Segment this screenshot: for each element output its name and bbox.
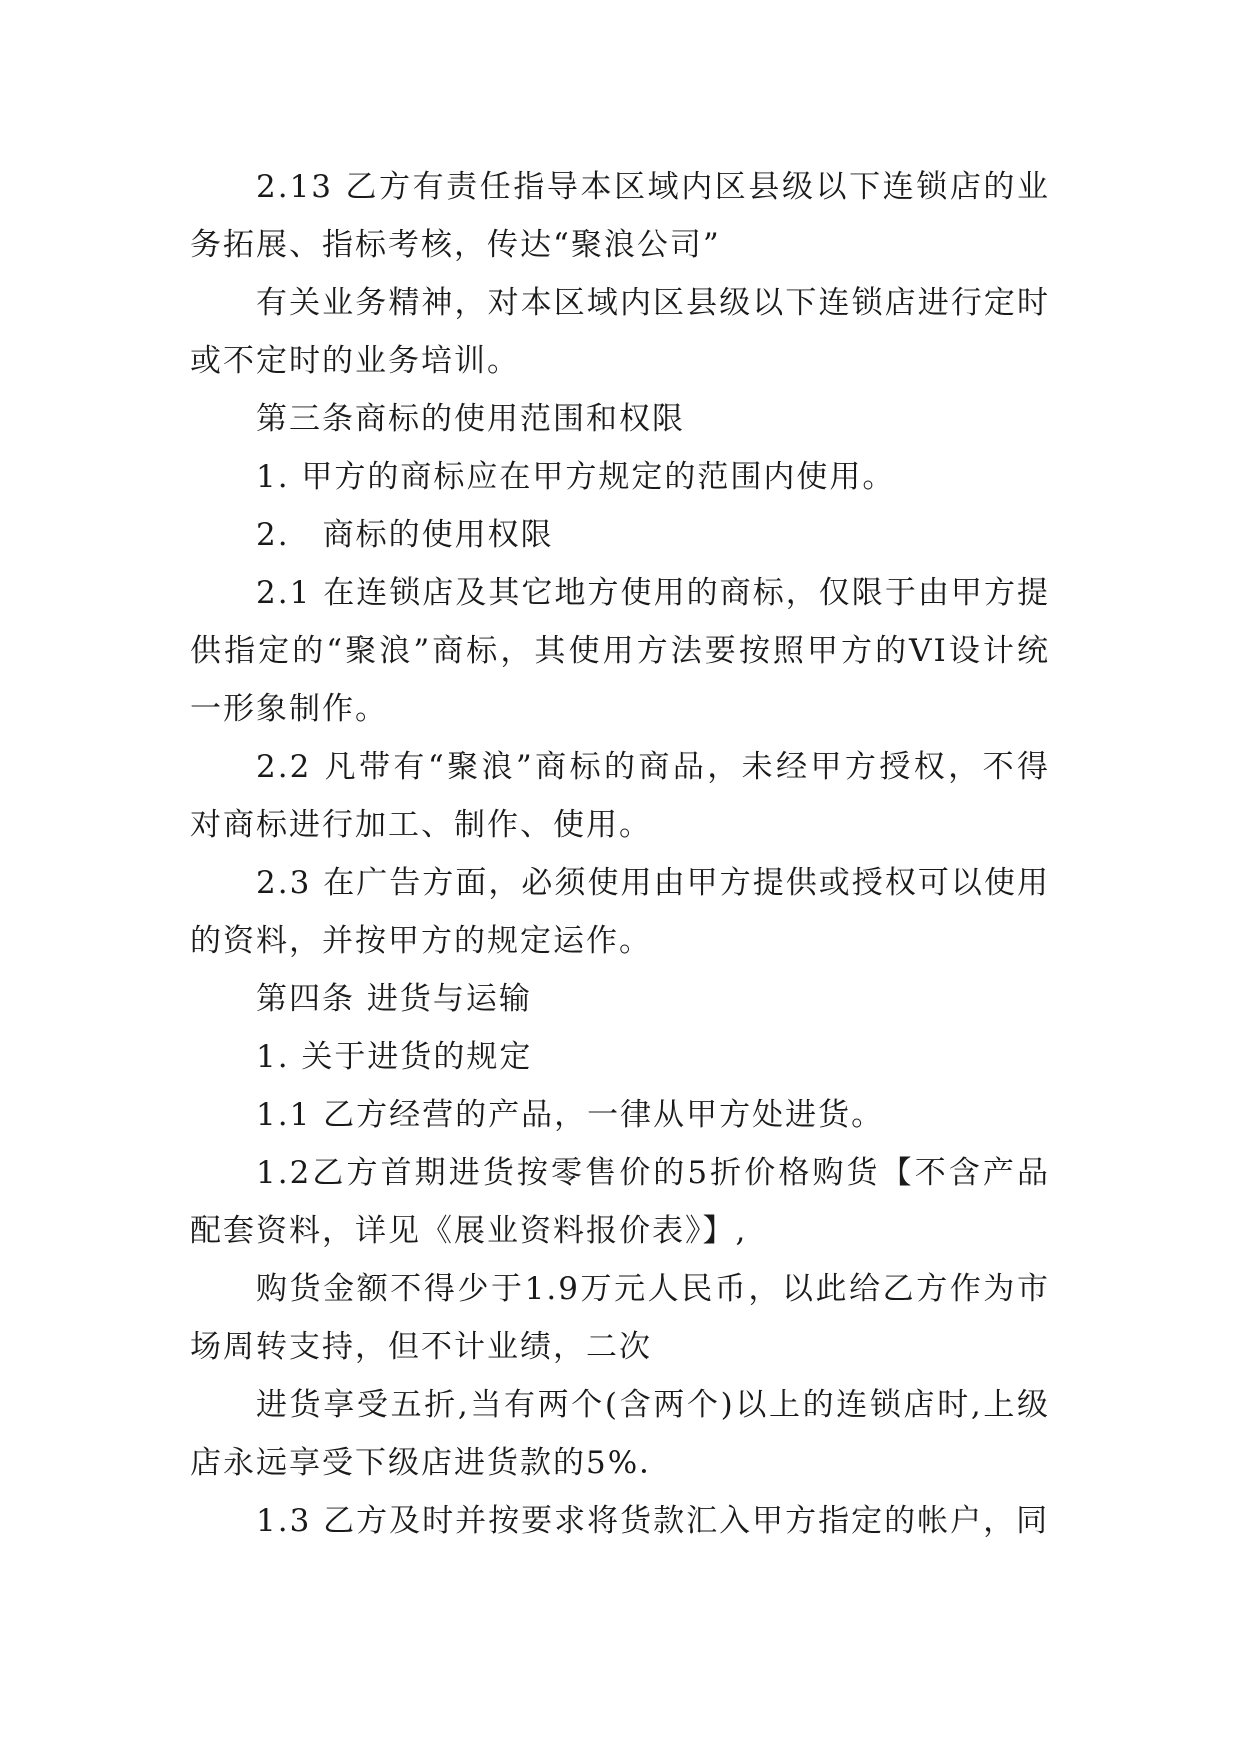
paragraph-2-2: 2.2 凡带有“聚浪”商标的商品，未经甲方授权，不得对商标进行加工、制作、使用。: [190, 749, 1050, 843]
paragraph-purchase-amount: 购货金额不得少于1.9万元人民币，以此给乙方作为市场周转支持，但不计业绩，二次: [190, 1271, 1050, 1365]
paragraph-second-purchase: 进货享受五折,当有两个(含两个)以上的连锁店时,上级店永远享受下级店进货款的5%．: [190, 1387, 1050, 1481]
paragraph-1-3: 1.3 乙方及时并按要求将货款汇入甲方指定的帐户，同: [256, 1503, 1050, 1539]
paragraph-3-1: 1. 甲方的商标应在甲方规定的范围内使用。: [256, 459, 896, 495]
paragraph-2-3: 2.3 在广告方面，必须使用由甲方提供或授权可以使用的资料，并按甲方的规定运作。: [190, 865, 1050, 959]
document-body: [190, 158, 1050, 1550]
heading-article-3: 第三条商标的使用范围和权限: [256, 401, 685, 437]
paragraph-3-2: 2. 商标的使用权限: [256, 517, 554, 553]
paragraph-business-spirit: 有关业务精神，对本区域内区县级以下连锁店进行定时或不定时的业务培训。: [190, 285, 1050, 379]
paragraph-1-2: 1.2乙方首期进货按零售价的5折价格购货【不含产品配套资料，详见《展业资料报价表》】,: [190, 1155, 1050, 1249]
paragraph-2-1: 2.1 在连锁店及其它地方使用的商标，仅限于由甲方提供指定的“聚浪”商标，其使用方法要按照甲方的VI设计统一形象制作。: [190, 575, 1050, 727]
paragraph-1-1: 1.1 乙方经营的产品，一律从甲方处进货。: [256, 1097, 885, 1133]
heading-article-4: 第四条 进货与运输: [256, 981, 532, 1017]
paragraph-2-13: 2.13 乙方有责任指导本区域内区县级以下连锁店的业务拓展、指标考核，传达“聚浪公司”: [190, 169, 1050, 263]
paragraph-4-1: 1. 关于进货的规定: [256, 1039, 533, 1075]
